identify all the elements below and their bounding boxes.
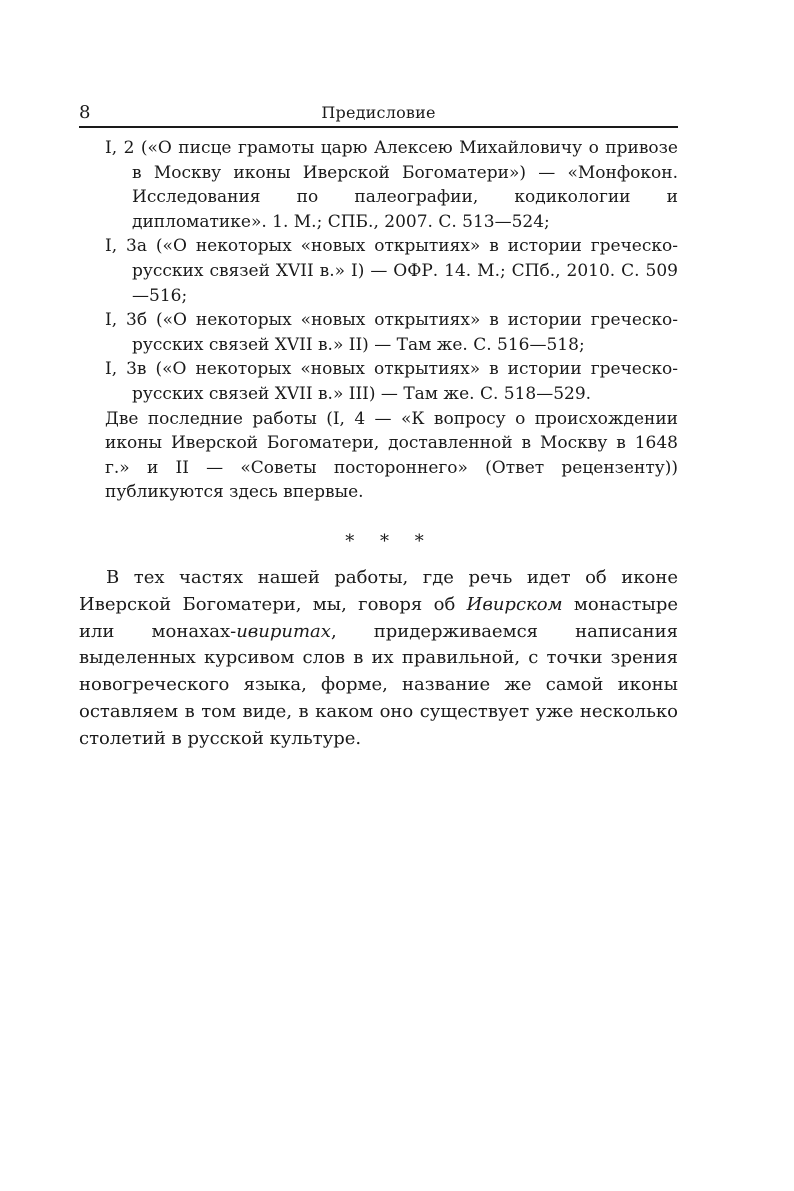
closing-reference-paragraph: Две последние работы (I, 4 — «К вопросу о происхождении иконы Иверской Богоматери, доставленной в Москву в 1648 г.» и II — «Советы постороннего» (Ответ рецензенту)) публикуются здесь впервые. <box>105 408 678 503</box>
note-italic-iviritah: ивиритах <box>236 620 331 642</box>
note-text-1: В тех частях нашей работы, где речь идет об иконе Иверской Богоматери, мы, говоря об <box>79 566 678 615</box>
reference-item: I, 2 («О писце грамоты царю Алексею Михайловичу о привозе в Москву иконы Иверской Богоматери») — «Монфокон. Исследования по палеографии, кодикологии и дипломатике». 1. М.; СПБ., 2007. С. 513—524; <box>105 138 678 232</box>
running-header <box>79 100 678 128</box>
note-italic-ivirskom: Ивирском <box>466 593 563 615</box>
reference-item: I, 3а («О некоторых «новых открытиях» в истории греческо-русских связей XVII в.» I) — ОФР. 14. М.; СПб., 2010. С. 509—516; <box>105 236 678 306</box>
page-body <box>79 136 678 752</box>
reference-item: I, 3в («О некоторых «новых открытиях» в истории греческо-русских связей XVII в.» III) — Там же. С. 518—529. <box>105 359 678 404</box>
transliteration-note-paragraph <box>79 565 678 753</box>
page-number: 8 <box>79 102 91 123</box>
note-text-3: , придерживаемся написания выделенных курсивом слов в их правильной, с точки зрения новогреческого языка, форме, название же самой иконы оставляем в том виде, в каком оно существует уже несколько столетий в русской культуре. <box>79 620 678 749</box>
reference-item: I, 3б («О некоторых «новых открытиях» в истории греческо-русских связей XVII в.» II) — Там же. С. 516—518; <box>105 310 678 355</box>
reference-list <box>105 136 678 505</box>
note-text-2: монастыре или монахах- <box>79 593 678 642</box>
running-title: Предисловие <box>321 103 436 122</box>
section-divider-asterism: * * * <box>345 530 434 552</box>
